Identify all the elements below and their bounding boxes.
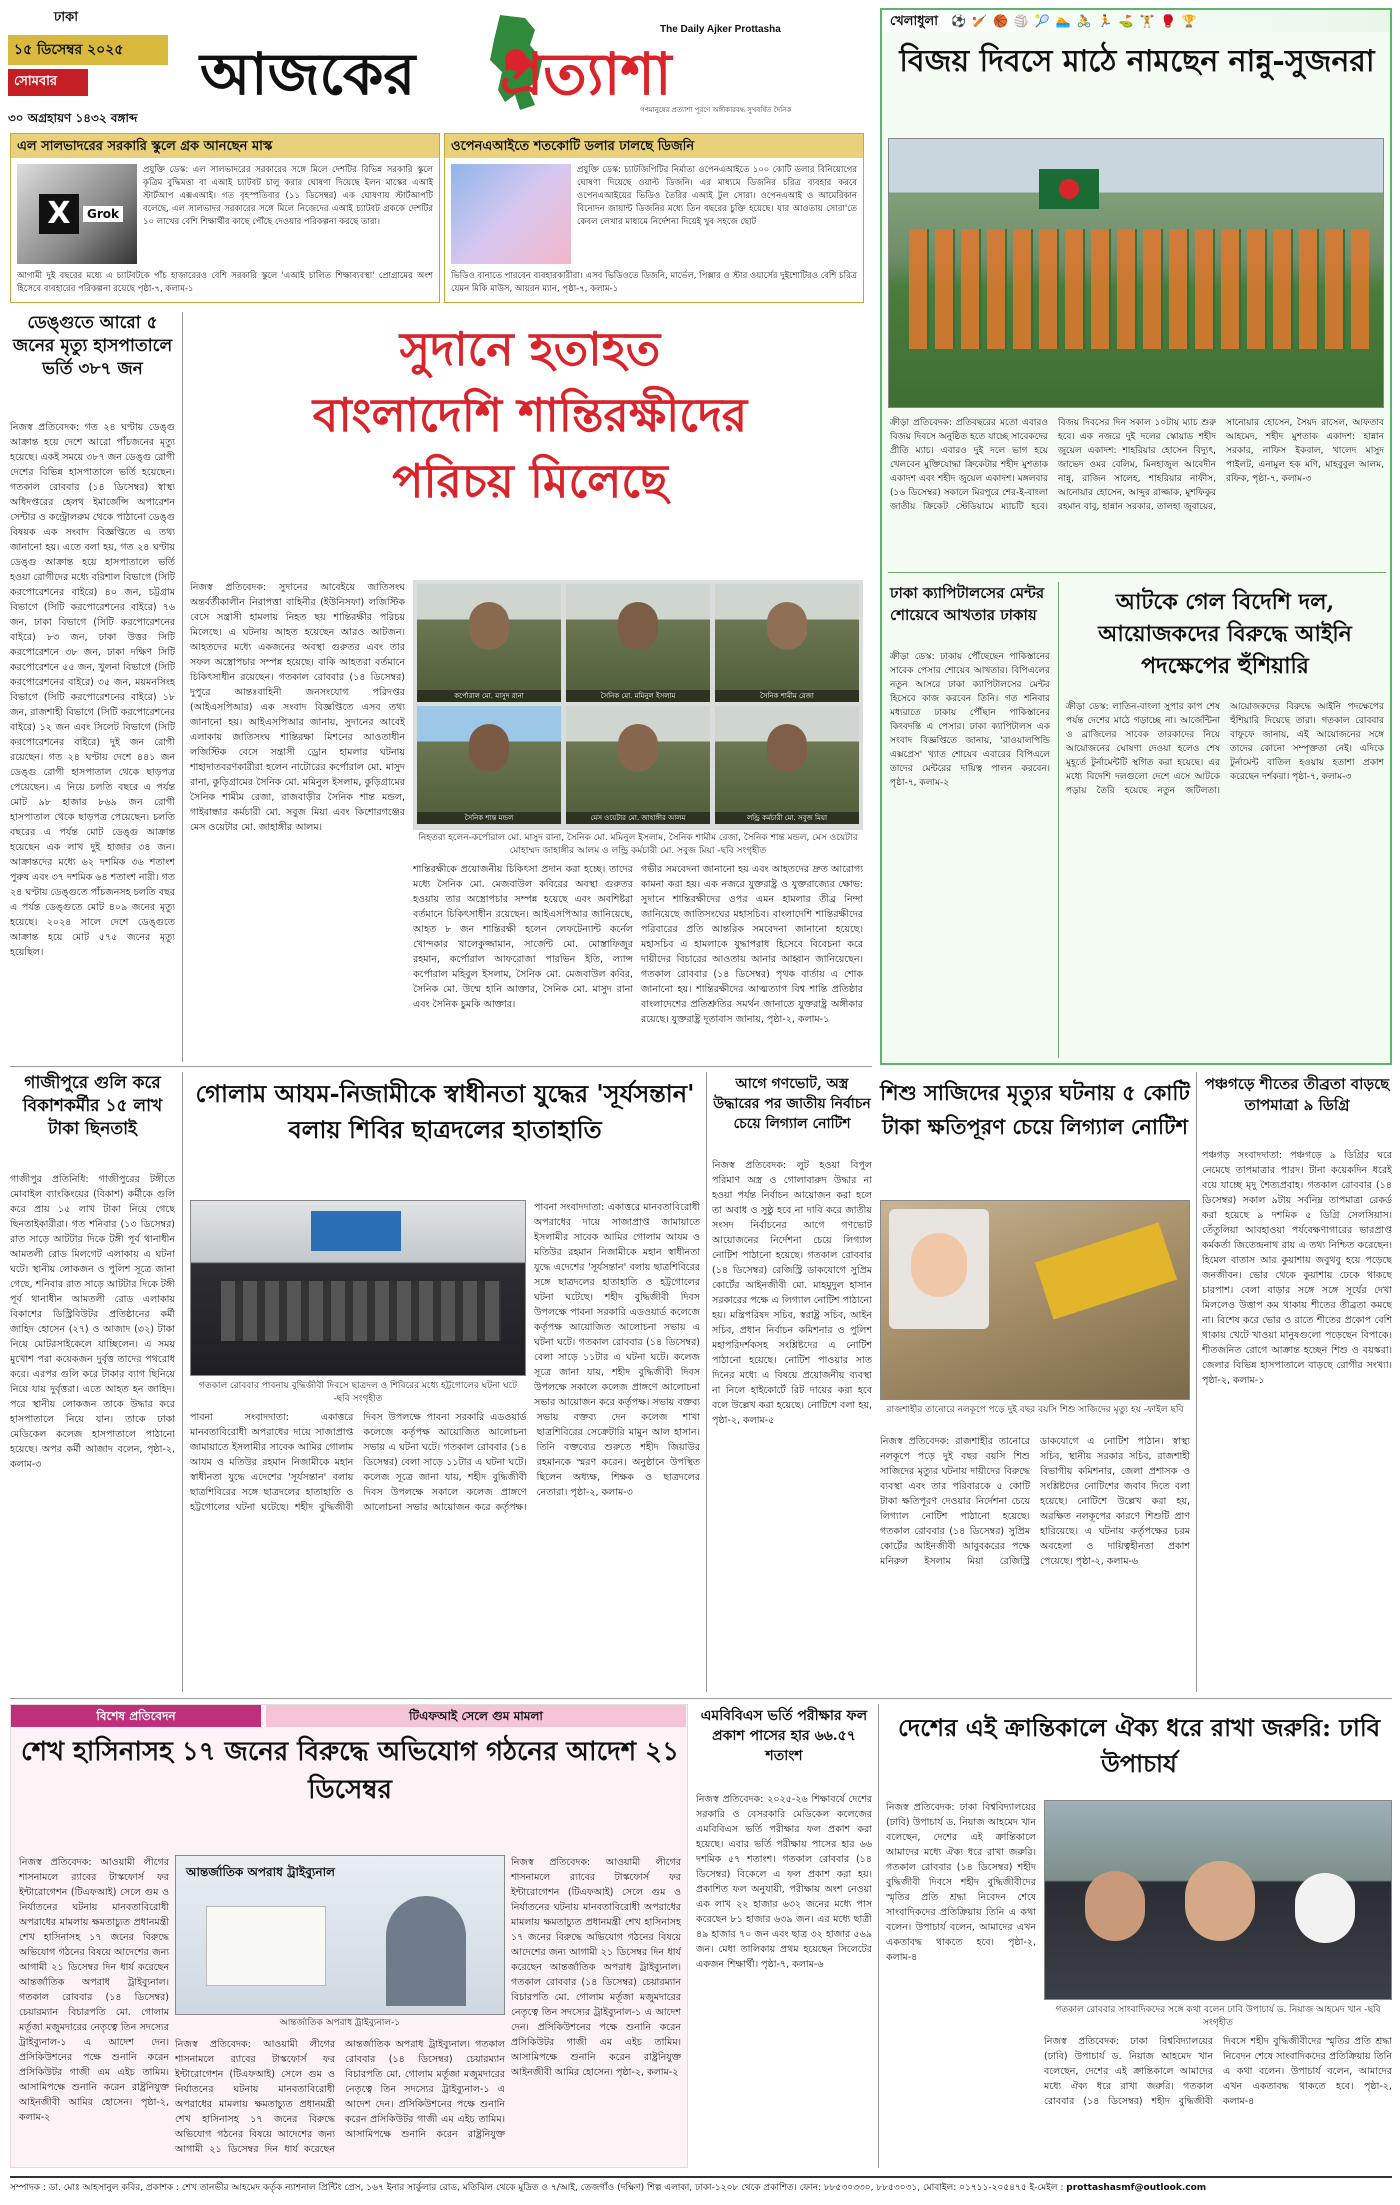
newspaper-logo xyxy=(200,8,870,120)
soldier-photo-4 xyxy=(417,706,561,824)
lead-body-col3: গভীর সমবেদনা জানানো হয় এবং আহতদের দ্রুত আরোগ্য কামনা করা হয়। এক নজরে যুক্তরাষ্ট্র ও যুক্তরাজ্যের ক্ষোভ: সুদানে শান্তিরক্ষীদের ওপর এমন হামলার তীব্র নিন্দা জানিয়েছে জাতিসংঘের মহাসচিব। বাংলাদেশি শান্তিরক্ষীদের পরিবারের প্রতি আন্তরিক সমবেদনা জানানো হয়েছে। মহাসচিব এ হামলাকে যুদ্ধাপরাধ হিসেবে বিবেচনা করে দায়ীদের বিচারের আওতায় আনার আহ্বান জানিয়েছেন। গতকাল রোববার (১৪ ডিসেম্বর) পৃথক বার্তায় এ শোক জানানো হয়। শান্তিরক্ষীদের আত্মত্যাগ বিশ্ব শান্তি প্রতিষ্ঠার বাংলাদেশের প্রতিশ্রুতির সমর্থন জানাতে যুক্তরাষ্ট্র অঙ্গীকার রয়েছে। যুক্তরাষ্ট্র দূতাবাস জানায়, পৃষ্ঠা-২, কলাম-১ xyxy=(641,864,863,1025)
dengue-headline: ডেঙ্গুতে আরো ৫ জনের মৃত্যু হাসপাতালে ভর্তি ৩৮৭ জন xyxy=(12,313,173,379)
sports-section-label: খেলাধুলা xyxy=(890,14,939,29)
bangla-date: ৩০ অগ্রহায়ণ ১৪৩২ বঙ্গাব্দ xyxy=(8,111,138,125)
lead-headline-line1: সুদানে হতাহত xyxy=(399,322,661,376)
cricket-kicker-body: ক্রীড়া ডেস্ক: ঢাকায় পৌঁছেছেন পাকিস্তানের সাবেক পেসার শোয়েব আখতার। বিপিএলের নতুন আসরে ঢাকা ক্যাপিটালসের মেন্টর হিসেবে কাজ করবেন তিনি। গত শনিবার মধ্যরাতে ঢাকায় পৌঁছান পাকিস্তানের কিংবদন্তি এ পেসার। ঢাকা ক্যাপিটালস এক সংবাদ বিজ্ঞপ্তিতে জানায়, 'রাওয়ালপিন্ডি এক্সপ্রেস' খ্যাত শোয়েব এবারের বিপিএলে তাদের মেন্টরের দায়িত্ব পালন করবেন। পৃষ্ঠা-৭, কলাম-২ xyxy=(890,652,1050,788)
hasina-body-col3: নিজস্ব প্রতিবেদক: আওয়ামী লীগের শাসনামলে র‍্যাবের টাস্কফোর্স ফর ইন্টারোগেশন (টিএফআই) সেলে গুম ও নির্যাতনের ঘটনায় মানবতাবিরোধী অপরাধের মামলায় ক্ষমতাচ্যুত প্রধানমন্ত্রী শেখ হাসিনাসহ ১৭ জনের বিরুদ্ধে অভিযোগ গঠনের বিষয়ে আদেশের জন্য আগামী ২১ ডিসেম্বর দিন ধার্য করেছেন আন্তর্জাতিক অপরাধ ট্রাইব্যুনাল। গতকাল রোববার (১৪ ডিসেম্বর) চেয়ারম্যান বিচারপতি মো. গোলাম মর্তূজা মজুমদারের নেতৃত্বে তিন সদস্যের ট্রাইব্যুনাল-১ এ আদেশ দেন। প্রসিকিউশনের পক্ষে শুনানি করেন প্রসিকিউটর গাজী এম এইচ তামিম। আসামিপক্ষে শুনানি করেন রাষ্ট্রনিযুক্ত আইনজীবী আমির হোসেন। পৃষ্ঠা-২, কলাম-২ xyxy=(511,1857,681,2078)
english-name: The Daily Ajker Prottasha xyxy=(660,24,781,35)
gazipur-headline: গাজীপুরে গুলি করে বিকাশকর্মীর ১৫ লাখ টাকা ছিনতাই xyxy=(22,1073,163,1139)
soldier-photo-1 xyxy=(417,584,561,702)
soldier-label-4: সৈনিক শান্ত মন্ডল xyxy=(417,812,561,824)
soldier-photo-3 xyxy=(715,584,859,702)
ganovote-headline: আগে গণভোট, অস্ত্র উদ্ধারের পর জাতীয় নির্বাচন চেয়ে লিগ্যাল নোটিশ xyxy=(713,1076,871,1132)
cricket-kicker-headline: ঢাকা ক্যাপিটালসের মেন্টর শোয়েবে আখতার ঢাকায় xyxy=(890,584,1045,624)
soldier-label-5: মেস ওয়েটার মো. জাহাঙ্গীর আলম xyxy=(566,812,710,824)
top-mid-headline: ওপেনএআইতে শতকোটি ডলার ঢালছে ডিজনি xyxy=(445,134,863,158)
openai-disney-image xyxy=(451,164,571,264)
lead-body-col2: শান্তিরক্ষীকে প্রয়োজনীয় চিকিৎসা প্রদান করা হচ্ছে। তাদের মধ্যে সৈনিক মো. মেজবাউল কবিরের অবস্থা গুরুতর হওয়ায় তার অস্ত্রোপচার সম্পন্ন হয়েছে এবং অবশিষ্টরা বর্তমানে চিকিৎসাধীন রয়েছেন। আইএসপিআর জানিয়েছে, আহত ৮ জন শান্তিরক্ষী হলেন লেফটেন্যান্ট কর্নেল খোন্দকার খালেকুজ্জামান, সার্জেন্ট মো. মোস্তাফিজুর রহমান, কর্পোরাল আফরোজা পারভিন ইতি, ল্যান্স কর্পোরাল মহিবুল ইসলাম, সৈনিক মো. মেজবাউল কবির, সৈনিক মো. উম্মে হানি আক্তার, সৈনিক মো. মাসুদ রানা এবং সৈনিক চুমকি আক্তার। xyxy=(413,864,633,1010)
tfi-case-tag: টিএফআই সেলে গুম মামলা xyxy=(266,1705,686,1727)
logo-part1: আজকের xyxy=(200,40,416,108)
lead-headline-line2: বাংলাদেশি শান্তিরক্ষীদের xyxy=(312,388,748,442)
top-mid-body: প্রযুক্তি ডেস্ক: চ্যাটজিপিটির নির্মাতা ওপেনএআইতে ১০০ কোটি ডলার বিনিয়োগের ঘোষণা দিয়েছে ওয়াল্ট ডিজনি। এর মাধ্যমে ডিজনির চরিত্র ব্যবহার করবে ওপেনএআইয়ের ভিডিও তৈরির এআই টুল সোরা। ওপেনএআই ও আমেরিকান বিনোদন জায়ান্ট ডিজনির মধ্যে তিন বছরের চুক্তি হয়েছে। যার আওতায় সোরা'তে কেবল লেখার মাধ্যমে নির্দেশনা দিয়েই খুব সহজে ছোট xyxy=(577,165,857,227)
logo-part2: প্রত্যাশা xyxy=(500,40,672,108)
soldier-photo-2 xyxy=(566,584,710,702)
child-photo-caption: রাজশাহীর তানোরে নলকূপে পড়ে দুই বছর বয়সি শিশু সাজিদের মৃত্যু হয় -ফাইল ছবি xyxy=(886,1405,1184,1415)
hasina-body-col1: নিজস্ব প্রতিবেদক: আওয়ামী লীগের শাসনামলে র‍্যাবের টাস্কফোর্স ফর ইন্টারোগেশন (টিএফআই) সেলে গুম ও নির্যাতনের ঘটনায় মানবতাবিরোধী অপরাধের মামলায় ক্ষমতাচ্যুত প্রধানমন্ত্রী শেখ হাসিনাসহ ১৭ জনের বিরুদ্ধে অভিযোগ গঠনের বিষয়ে আদেশের জন্য আগামী ২১ ডিসেম্বর দিন ধার্য করেছেন আন্তর্জাতিক অপরাধ ট্রাইব্যুনাল। গতকাল রোববার (১৪ ডিসেম্বর) চেয়ারম্যান বিচারপতি মো. গোলাম মর্তূজা মজুমদারের নেতৃত্বে তিন সদস্যের ট্রাইব্যুনাল-১ এ আদেশ দেন। প্রসিকিউশনের পক্ষে শুনানি করেন প্রসিকিউটর গাজী এম এইচ তামিম। আসামিপক্ষে শুনানি করেন রাষ্ট্রনিযুক্ত আইনজীবী আমির হোসেন। পৃষ্ঠা-২, কলাম-২ xyxy=(19,1857,169,2123)
child-body: নিজস্ব প্রতিবেদক: রাজশাহীর তানোরে নলকূপে পড়ে দুই বছর বয়সি শিশু সাজিদের মৃত্যুর ঘটনায় দায়ীদের বিরুদ্ধে ব্যবস্থা এবং তার পরিবারকে ৫ কোটি টাকা ক্ষতিপূরণ দেওয়ার নির্দেশনা চেয়ে লিগ্যাল নোটিশ পাঠানো হয়েছে। গতকাল রোববার (১৪ ডিসেম্বর) সুপ্রিম কোর্টের আইনজীবী আবুবকরের পক্ষে মনিরুল ইসলাম মিয়া রেজিস্ট্রি ডাকযোগে এ নোটিশ পাঠান। স্বাস্থ্য সচিব, স্থানীয় সরকার সচিব, রাজশাহী বিভাগীয় কমিশনার, জেলা প্রশাসক ও সংশ্লিষ্টদের নোটিশের জবাব দিতে বলা হয়েছে। নোটিশে উল্লেখ করা হয়, অরক্ষিত নলকূপের কারণে শিশুটি প্রাণ হারিয়েছে। এ ঘটনায় কর্তৃপক্ষের চরম অবহেলা ও দায়িত্বহীনতা প্রকাশ পেয়েছে। পৃষ্ঠা-২, কলাম-৬ xyxy=(880,1436,1190,1567)
tribunal-photo xyxy=(175,1855,505,2015)
ganovote-body: নিজস্ব প্রতিবেদক: লুট হওয়া বিপুল পরিমাণ অস্ত্র ও গোলাবারুদ উদ্ধার না হওয়া পর্যন্ত নির্বাচন আয়োজন করা হলে তা অবাধ ও সুষ্ঠু হবে না দাবি করে জাতীয় সংসদ নির্বাচনের আগে গণভোট আয়োজনের নির্দেশনা চেয়ে লিগ্যাল নোটিশ পাঠানো হয়েছে। গতকাল রোববার (১৪ ডিসেম্বর) রেজিস্ট্রি ডাকযোগে সুপ্রিম কোর্টের আইনজীবী মো. মাহমুদুল হাসান সরকারের পক্ষে এ লিগ্যাল নোটিশ পাঠানো হয়। মন্ত্রিপরিষদ সচিব, স্বরাষ্ট্র সচিব, আইন সচিব, প্রধান নির্বাচন কমিশনার ও পুলিশ মহাপরিদর্শকসহ সংশ্লিষ্টদের এ নোটিশ পাঠানো হয়েছে। নোটিশ পাওয়ার সাত দিনের মধ্যে এ বিষয়ে প্রয়োজনীয় ব্যবস্থা না নিলে হাইকোর্টে রিট দায়ের করা হবে বলে উল্লেখ করা হয়েছে। নোটিশে বলা হয়, পৃষ্ঠা-২, কলাম-৫ xyxy=(712,1160,872,1426)
masthead-date-box xyxy=(8,8,200,125)
child-photo xyxy=(880,1200,1190,1400)
soldier-photo-6 xyxy=(715,706,859,824)
soldier-label-2: সৈনিক মো. মমিনুল ইসলাম xyxy=(566,690,710,702)
tribunal-photo-caption: আন্তর্জাতিক অপরাধ ট্রাইব্যুনাল-১ xyxy=(279,2018,401,2028)
sports-section[interactable] xyxy=(880,8,1392,1065)
unity-photo-caption: গতকাল রোববার সাংবাদিকদের সঙ্গে কথা বলেন ঢাবি উপাচার্য ড. নিয়াজ আহমেদ খান -ছবি সংগৃহীত xyxy=(1055,2005,1381,2028)
top-left-headline: এল সালভাদরের সরকারি স্কুলে গ্রক আনছেন মাস্ক xyxy=(11,134,439,158)
city-label: ঢাকা xyxy=(54,10,78,25)
football-headline: আটকে গেল বিদেশি দল, আয়োজকদের বিরুদ্ধে আইনি পদক্ষেপের হুঁশিয়ারি xyxy=(1098,589,1352,679)
sports-headline: বিজয় দিবসে মাঠে নামছেন নান্নু-সুজনরা xyxy=(899,44,1375,79)
imprint-email[interactable]: prottashasmf@outlook.com xyxy=(1066,2183,1207,2193)
lead-body-col1: নিজস্ব প্রতিবেদক: সুদানের আবেইয়ে জাতিসংঘ অন্তর্বর্তীকালীন নিরাপত্তা বাহিনীর (ইউনিসফা) লজিস্টিক বেসে সন্ত্রাসী হামলায় নিহত ছয় শান্তিরক্ষীর পরিচয় মিলেছে। এ ঘটনায় আহত হয়েছেন আরও আটজন। আহতদের মধ্যে একজনের অবস্থা গুরুতর এবং তার সফল অস্ত্রোপচার সম্পন্ন হয়েছে। বাকি আহতরা বর্তমানে চিকিৎসাধীন রয়েছেন। গতকাল রোববার (১৪ ডিসেম্বর) দুপুরে আন্তঃবাহিনী জনসংযোগ পরিদপ্তর (আইএসপিআর) এক সংবাদ বিজ্ঞপ্তিতে এসব তথ্য জানানো হয়। আইএসপিআর জানায়, সুদানের আবেই এলাকায় জাতিসংঘ শান্তিরক্ষা মিশনের আওতাধীন লজিস্টিক বেসে সন্ত্রাসী ড্রোন হামলার ঘটনায় শাহাদাতবরণকারীরা হলেন নাটোরের কর্পোরাল মো. মাসুদ রানা, কুড়িগ্রামের সৈনিক মো. মমিনুল ইসলাম, কুড়িগ্রামের সৈনিক শামীম রেজা, রাজবাড়ীর সৈনিক শান্ত মন্ডল, গাইবান্ধার কর্মচারী মো. সবুজ মিয়া এবং কিশোরগঞ্জের মেস ওয়েটার মো. জাহাঙ্গীর আলম। xyxy=(190,582,405,833)
top-mid-story[interactable] xyxy=(444,133,864,303)
top-mid-body-cont: ভিডিও বানাতে পারবেন ব্যবহারকারীরা। এসব ভিডিওতে ডিজনি, মার্ভেল, পিক্সার ও স্টার ওয়ার্সের দুইশোটিরও বেশি চরিত্র যেমন মিকি মাউস, আয়রন ম্যান, পৃষ্ঠা-৭, কলাম-১ xyxy=(451,271,857,294)
soldier-label-3: সৈনিক শামীম রেজা xyxy=(715,690,859,702)
golam-azam-photo xyxy=(190,1200,526,1376)
unity-body-col2: নিজস্ব প্রতিবেদক: ঢাকা বিশ্ববিদ্যালয়ের (ঢাবি) উপাচার্য ড. নিয়াজ আহমেদ খান বলেছেন, দেশের এই ক্রান্তিকালে আমাদের মধ্যে ঐক্য ধরে রাখা জরুরি। গতকাল রোববার (১৪ ডিসেম্বর) শহীদ বুদ্ধিজীবী দিবসে শহীদ বুদ্ধিজীবীদের স্মৃতির প্রতি শ্রদ্ধা নিবেদন শেষে সাংবাদিকদের প্রতিক্রিয়ায় তিনি এ কথা বলেন। উপাচার্য বলেন, আমাদের এখন একতাবদ্ধ থাকতে হবে। পৃষ্ঠা-২, কলাম-৪ xyxy=(1044,2036,1392,2107)
soldier-label-6: লন্ড্রি কর্মচারী মো. সবুজ মিয়া xyxy=(715,812,859,824)
sports-body: ক্রীড়া প্রতিবেদক: প্রতিবছরের মতো এবারও বিজয় দিবসে অনুষ্ঠিত হতে যাচ্ছে সাবেকদের প্রীতি ম্যাচ। এবারও দুই দলে ভাগ হয়ে খেলবেন মুক্তিযোদ্ধা ক্রিকেটার শহীদ মুশতাক একাদশ এবং শহীদ জুয়েল একাদশ। মঙ্গলবার (১৬ ডিসেম্বর) সকালে মিরপুরে শের-ই-বাংলা জাতীয় ক্রিকেট স্টেডিয়ামে ম্যাচটি হবে। বিজয় দিবসের দিন সকাল ১০টায় ম্যাচ শুরু হবে। এক নজরে দুই দলের স্কোয়াড শহীদ জুয়েল একাদশ: শাহরিয়ার হোসেন বিদ্যুৎ, জাভেদ ওমর বেলিম, মিনহাজুল আবেদীন নান্নু, রাজিন সালেহ, শাহরিয়ার নাফীস, আনোয়ার হোসেন, আব্দুর রাজ্জাক, মুশফিকুর রহমান বাবু, হান্নান সরকার, তালহা জুবায়ের, সানোয়ার হোসেন, সৈয়দ রাসেল, আফতাব আহমেদ, শহীদ মুশতাক একাদশ: হান্নান সরকার, নাফিস ইকবাল, খালেদ মাসুদ পাইলট, এনামুল হক মণি, মাহবুবুল আলম, রফিক, পৃষ্ঠা-৭, কলাম-৩ xyxy=(890,418,1384,512)
unity-body-col1: নিজস্ব প্রতিবেদক: ঢাকা বিশ্ববিদ্যালয়ের (ঢাবি) উপাচার্য ড. নিয়াজ আহমেদ খান বলেছেন, দেশের এই ক্রান্তিকালে আমাদের মধ্যে ঐক্য ধরে রাখা জরুরি। গতকাল রোববার (১৪ ডিসেম্বর) শহীদ বুদ্ধিজীবী দিবসে শহীদ বুদ্ধিজীবীদের স্মৃতির প্রতি শ্রদ্ধা নিবেদন শেষে সাংবাদিকদের প্রতিক্রিয়ায় তিনি এ কথা বলেন। উপাচার্য বলেন, আমাদের এখন একতাবদ্ধ থাকতে হবে। পৃষ্ঠা-২, কলাম-৪ xyxy=(886,1802,1036,1963)
date-badge: ১৫ ডিসেম্বর ২০২৫ xyxy=(8,35,168,65)
golam-azam-body: পাবনা সংবাদদাতা: একাত্তরে মানবতাবিরোধী অপরাধের দায়ে সাজাপ্রাপ্ত জামায়াতে ইসলামীর সাবেক আমির গোলাম আযম ও মতিউর রহমান নিজামীকে মহান স্বাধীনতা যুদ্ধে এদেশের 'সূর্যসন্তান' বলায় ছাত্রশিবিরের সঙ্গে ছাত্রদলের হাতাহাতি ও হট্টগোলের ঘটনা ঘটেছে। শহীদ বুদ্ধিজীবী দিবস উপলক্ষে পাবনা সরকারি এডওয়ার্ড কলেজে কর্তৃপক্ষ আয়োজিত আলোচনা সভায় এ ঘটনা ঘটে। গতকাল রোববার (১৪ ডিসেম্বর) বেলা সাড়ে ১১টার এ ঘটনা ঘটে। কলেজ সূত্রে জানা যায়, শহীদ বুদ্ধিজীবী দিবস উপলক্ষে সকালে কলেজ প্রাঙ্গণে আলোচনা সভার আয়োজন করে কর্তৃপক্ষ। সভায় বক্তব্য দেন কলেজ শাখা ছাত্রশিবিরের সেক্রেটারি মামুন আল হাসান। তিনি বক্তব্যের শুরুতে শহীদ জিয়াউর রহমানকে স্মরণ করেন। অনুষ্ঠানে উপস্থিত ছিলেন অধ্যক্ষ, শিক্ষক ও ছাত্রদলের নেতারা। পৃষ্ঠা-২, কলাম-৩ xyxy=(190,1412,700,1513)
top-left-story[interactable] xyxy=(10,133,440,303)
cold-headline: পঞ্চগড়ে শীতের তীব্রতা বাড়ছে তাপমাত্রা ৯ ডিগ্রি xyxy=(1204,1075,1390,1114)
imprint-footer xyxy=(10,2176,1392,2198)
grok-logo-image: X Grok xyxy=(17,164,137,264)
soldier-photo-5 xyxy=(566,706,710,824)
golam-azam-headline: গোলাম আযম-নিজামীকে স্বাধীনতা যুদ্ধের 'সূর্যসন্তান' বলায় শিবির ছাত্রদলের হাতাহাতি xyxy=(195,1079,695,1144)
soldier-label-1: কর্পোরাল মো. মাসুদ রানা xyxy=(417,690,561,702)
special-report-tag: বিশেষ প্রতিবেদন xyxy=(11,1705,261,1727)
imprint-text: সম্পাদক : ডা. মোঃ আহসানুল কবির, প্রকাশক : শেখ তানভীর আহমেদ কর্তৃক ন্যাশনাল প্রিন্টিং প্রেস, ১৬৭ ইনার সার্কুলার রোড, মতিঝিল থেকে মুদ্রিত ও ৭/আই, তেজগাঁও (দক্ষিণ) শিল্প এলাকা, ঢাকা-১২০৮ থেকে প্রকাশিত। ফোন: ৮৮৫৩০৩৩০, ৮৮৫৩০৩১, মোবাইল: ০১৭১১-২০৫৪৭৫ ই-মেইল : xyxy=(10,2183,1064,2193)
mbbs-headline: এমবিবিএস ভর্তি পরীক্ষার ফল প্রকাশ পাসের হার ৬৬.৫৭ শতাংশ xyxy=(700,1708,868,1764)
top-left-body-cont: আগামী দুই বছরের মধ্যে এ চ্যাটবটকে পাঁচ হাজারেরও বেশি সরকারি স্কুলে 'এআই চালিত শিক্ষাব্যবস্থা' প্রোগ্রামের অংশ হিসেবে ব্যবহারের পরিকল্পনা রয়েছে পৃষ্ঠা-৭, কলাম-১ xyxy=(17,271,433,294)
top-left-body: প্রযুক্তি ডেস্ক: এল সালভাদরের সরকারের সঙ্গে মিলে দেশটির বিভিন্ন সরকারি স্কুলে কৃত্রিম বুদ্ধিমত্তা বা এআই চ্যাটবট চালু করার ঘোষণা দিয়েছে ইলন মাস্কের এআই স্টার্টআপ এক্সএআই। গত বৃহস্পতিবার (১১ ডিসেম্বর) এক ঘোষণায় স্টার্টআপটি বলেছে, এল সালভাদর সরকারের সঙ্গে মিলে নিজেদের এআই চ্যাটবট গ্রককে দেশটির ১০ লাখের বেশি শিক্ষার্থীর কাছে পৌঁছে দেওয়ার পরিকল্পনা করছে তারা। xyxy=(143,165,433,227)
gazipur-body: গাজীপুর প্রতিনিধি: গাজীপুরের টঙ্গীতে মোবাইল ব্যাংকিংয়ের (বিকাশ) কর্মীকে গুলি করে প্রায় ১৫ লাখ টাকা নিয়ে গেছে ছিনতাইকারীরা। গত শনিবার (১৩ ডিসেম্বর) রাত সাড়ে আটটার দিকে টঙ্গী পূর্ব থানাধীন আমতলী রোড মিলগেট এলাকায় এ ঘটনা ঘটে। স্থানীয় লোকজন ও পুলিশ সূত্রে জানা গেছে, শনিবার রাত সাড়ে আটটার দিকে টঙ্গী পূর্ব থানাধীন আমতলী রোড এলাকায় বিকাশের ডিস্ট্রিবিউটর প্রতিষ্ঠানের কর্মী জাহিদ হোসেন (২৭) ও আজাদ (৩২) টাকা নিয়ে মোটরসাইকেলে যাচ্ছিলেন। এ সময় মুখোশ পরা কয়েকজন দুর্বৃত্ত তাদের পথরোধ করে। এরপর গুলি করে টাকার ব্যাগ ছিনিয়ে নিয়ে যায় দুর্বৃত্তরা। এতে আহত হন জাহিদ। পরে স্থানীয় লোকজন তাকে উদ্ধার করে হাসপাতালে নিয়ে যান। তাকে ঢাকা মেডিকেল কলেজ হাসপাতালে পাঠানো হয়েছে। অপর কর্মী আজাদ বলেন, পৃষ্ঠা-২, কলাম-৩ xyxy=(10,1174,175,1470)
mbbs-body: নিজস্ব প্রতিবেদক: ২০২৫-২৬ শিক্ষাবর্ষে দেশের সরকারি ও বেসরকারি মেডিকেল কলেজের এমবিবিএস ভর্তি পরীক্ষার ফল প্রকাশ করা হয়েছে। এবার ভর্তি পরীক্ষায় পাসের হার ৬৬ দশমিক ৫৭ শতাংশ। গতকাল রোববার (১৪ ডিসেম্বর) বিকেলে এ ফল প্রকাশ করা হয়। প্রকাশিত ফল অনুযায়ী, পরীক্ষায় অংশ নেওয়া এক লাখ ২২ হাজার ৬৩২ জনের মধ্যে পাস করেছেন ৮১ হাজার ৬৩৯ জন। এর মধ্যে ছাত্রী ৪৯ হাজার ৭০ জন এবং ছাত্র ৩২ হাজার ৫৬৯ জন। মেধা তালিকায় প্রথম হয়েছেন সিলেটের একজন শিক্ষার্থী। পৃষ্ঠা-৭, কলাম-৬ xyxy=(696,1794,872,1970)
sports-section-label-bar xyxy=(882,10,1390,32)
cold-body: পঞ্চগড় সংবাদদাতা: পঞ্চগড়ে ৯ ডিগ্রির ঘরে নেমেছে তাপমাত্রার পারদ। টানা কয়েকদিন ধরেই বয়ে যাচ্ছে মৃদু শৈত্যপ্রবাহ। গতকাল রোববার (১৪ ডিসেম্বর) সকাল ৯টায় সর্বনিম্ন তাপমাত্রা রেকর্ড করা হয়েছে ৯ দশমিক ৫ ডিগ্রি সেলসিয়াস। তেঁতুলিয়া আবহাওয়া পর্যবেক্ষণাগারের ভারপ্রাপ্ত কর্মকর্তা জিতেন্দ্রনাথ রায় এ তথ্য নিশ্চিত করেছেন। হিমেল বাতাস আর কুয়াশায় জবুথবু হয়ে পড়েছে জনজীবন। ভোর থেকে কুয়াশায় ঢেকে থাকছে চারপাশ। বেলা বাড়ার সঙ্গে সঙ্গে সূর্যের দেখা মিললেও উত্তাপ কম থাকায় শীতের তীব্রতা কমছে না। বিশেষ করে ভোর ও রাতে শীতের প্রকোপ বেশি থাকায় খেটে খাওয়া মানুষগুলো পড়েছেন বিপাকে। শীতজনিত রোগে আক্রান্ত হচ্ছেন শিশু ও বয়স্করা। জেলার বিভিন্ন হাসপাতালে বাড়ছে রোগীর সংখ্যা। পৃষ্ঠা-২, কলাম-১ xyxy=(1202,1150,1392,1386)
unity-photo xyxy=(1044,1800,1392,2000)
child-headline: শিশু সাজিদের মৃত্যুর ঘটনায় ৫ কোটি টাকা ক্ষতিপূরণ চেয়ে লিগ্যাল নোটিশ xyxy=(880,1080,1190,1139)
football-body: ক্রীড়া ডেস্ক: লাতিন-বাংলা সুপার কাপ শেষ পর্যন্ত দেশের মাঠে গড়াচ্ছে না। আর্জেন্টিনা ও ব্রাজিলের সাবেক তারকাদের নিয়ে আয়োজনের ঘোষণা দেওয়া হলেও শেষ মুহূর্তে টুর্নামেন্টটি স্থগিত করা হয়েছে। এর মধ্যে বিদেশি দলগুলো দেশে এসে আটকে পড়ায় তৈরি হয়েছে নতুন জটিলতা। আয়োজকদের বিরুদ্ধে আইনি পদক্ষেপের হুঁশিয়ারি দিয়েছে তারা। গতকাল রোববার বাফুফে জানায়, এই আয়োজনের সঙ্গে তাদের কোনো সম্পৃক্ততা নেই। এদিকে টুর্নামেন্ট বাতিল হওয়ায় হতাশা প্রকাশ করেছেন দর্শকরা। পৃষ্ঠা-৭, কলাম-৩ xyxy=(1066,702,1384,796)
sports-icons: ⚽🏏🏀🏐🎾🏊🚴🏃⛳🏋🥊🏆 xyxy=(951,14,1203,28)
golam-azam-side-body: পাবনা সংবাদদাতা: একাত্তরে মানবতাবিরোধী অপরাধের দায়ে সাজাপ্রাপ্ত জামায়াতে ইসলামীর সাবেক আমির গোলাম আযম ও মতিউর রহমান নিজামীকে মহান স্বাধীনতা যুদ্ধে এদেশের 'সূর্যসন্তান' বলায় ছাত্রশিবিরের সঙ্গে ছাত্রদলের হাতাহাতি ও হট্টগোলের ঘটনা ঘটেছে। শহীদ বুদ্ধিজীবী দিবস উপলক্ষে পাবনা সরকারি এডওয়ার্ড কলেজে কর্তৃপক্ষ আয়োজিত আলোচনা সভায় এ ঘটনা ঘটে। গতকাল রোববার (১৪ ডিসেম্বর) বেলা সাড়ে ১১টার এ ঘটনা ঘটে। কলেজ সূত্রে জানা যায়, শহীদ বুদ্ধিজীবী দিবস উপলক্ষে সকালে কলেজ প্রাঙ্গণে আলোচনা সভার আয়োজন করে কর্তৃপক্ষ। সভায় বক্তব্য xyxy=(534,1202,700,1408)
unity-headline: দেশের এই ক্রান্তিকালে ঐক্য ধরে রাখা জরুরি: ঢাবি উপাচার্য xyxy=(897,1713,1381,1778)
hasina-story[interactable] xyxy=(10,1704,688,2168)
lead-headline-line3: পরিচয় মিলেছে xyxy=(392,454,668,508)
sports-team-photo xyxy=(888,138,1384,408)
hasina-headline: শেখ হাসিনাসহ ১৭ জনের বিরুদ্ধে অভিযোগ গঠনের আদেশ ২১ ডিসেম্বর xyxy=(21,1737,679,1805)
day-badge: সোমবার xyxy=(8,69,88,96)
slogan: গণমানুষের প্রত্যাশা পূরণে অঙ্গীকারবদ্ধ সুখবর্ষিত দৈনিক xyxy=(640,106,792,114)
golam-azam-photo-caption: গতকাল রোববার পাবনায় বুদ্ধিজীবী দিবসে ছাত্রদল ও শিবিরের মধ্যে হট্টগোলের ঘটনা ঘটে -ছবি সংগৃহীত xyxy=(198,1381,518,1404)
hasina-body-col2: নিজস্ব প্রতিবেদক: আওয়ামী লীগের শাসনামলে র‍্যাবের টাস্কফোর্স ফর ইন্টারোগেশন (টিএফআই) সেলে গুম ও নির্যাতনের ঘটনায় মানবতাবিরোধী অপরাধের মামলায় ক্ষমতাচ্যুত প্রধানমন্ত্রী শেখ হাসিনাসহ ১৭ জনের বিরুদ্ধে অভিযোগ গঠনের বিষয়ে আদেশের জন্য আগামী ২১ ডিসেম্বর দিন ধার্য করেছেন আন্তর্জাতিক অপরাধ ট্রাইব্যুনাল। গতকাল রোববার (১৪ ডিসেম্বর) চেয়ারম্যান বিচারপতি মো. গোলাম মর্তূজা মজুমদারের নেতৃত্বে তিন সদস্যের ট্রাইব্যুনাল-১ এ আদেশ দেন। প্রসিকিউশনের পক্ষে শুনানি করেন প্রসিকিউটর গাজী এম এইচ তামিম। আসামিপক্ষে শুনানি করেন রাষ্ট্রনিযুক্ত xyxy=(175,2039,505,2155)
lead-photo-caption: নিহতরা হলেন-কর্পোরাল মো. মাসুদ রানা, সৈনিক মো. মমিনুল ইসলাম, সৈনিক শামীম রেজা, সৈনিক শান্ত মন্ডল, মেস ওয়েটার মোহাম্মদ জাহাঙ্গীর আলম ও লন্ড্রি কর্মচারী মো. সবুজ মিয়া -ছবি সংগৃহীত xyxy=(418,833,858,856)
tribunal-photo-label: আন্তর্জাতিক অপরাধ ট্রাইব্যুনাল xyxy=(186,1865,336,1879)
grok-logo-text: Grok xyxy=(83,206,123,222)
soldier-photos-grid xyxy=(413,580,863,830)
dengue-body: নিজস্ব প্রতিবেদক: গত ২৪ ঘণ্টায় ডেঙ্গু আক্রান্ত হয়ে দেশে আরো পাঁচজনের মৃত্যু হয়েছে। একই সময়ে ৩৮৭ জন ডেঙ্গু রোগী দেশের বিভিন্ন হাসপাতালে ভর্তি হয়েছেন। গতকাল রোববার (১৪ ডিসেম্বর) স্বাস্থ্য অধিদপ্তরের হেলথ ইমার্জেন্সি অপারেশন সেন্টার ও কন্ট্রোলরুম থেকে পাঠানো ডেঙ্গু বিষয়ক এক সংবাদ বিজ্ঞপ্তিতে এ তথ্য জানানো হয়। এতে বলা হয়, গত ২৪ ঘণ্টায় ডেঙ্গু আক্রান্ত হয়ে হাসপাতালে ভর্তি হওয়া রোগীদের মধ্যে বরিশাল বিভাগে (সিটি করপোরেশনের বাইরে) ৪০ জন, চট্টগ্রাম বিভাগে (সিটি করপোরেশনের বাইরে) ৭৬ জন, ঢাকা বিভাগে (সিটি করপোরেশনের বাইরে) ৮৩ জন, ঢাকা উত্তর সিটি করপোরেশনে ৩৮ জন, ঢাকা দক্ষিণ সিটি করপোরেশনে ৫৫ জন, খুলনা বিভাগে (সিটি করপোরেশনের বাইরে) ৩৫ জন, ময়মনসিংহ বিভাগে (সিটি করপোরেশনের বাইরে) ১৮ জন, রাজশাহী বিভাগে (সিটি করপোরেশনের বাইরে) ১২ জন এবং সিলেট বিভাগে (সিটি করপোরেশনের বাইরে) দুই জন রোগী রয়েছেন। গত ২৪ ঘণ্টায় দেশে ৪৪১ জন ডেঙ্গু রোগী হাসপাতাল থেকে ছাড়পত্র পেয়েছেন। এ নিয়ে চলতি বছরে এ পর্যন্ত মোট ৯৮ হাজার ৮৬৯ জন রোগী হাসপাতাল থেকে ছাড়পত্র পেয়েছেন। চলতি বছরের এ পর্যন্ত মোট ডেঙ্গু আক্রান্ত হয়েছেন এক লাখ দুই হাজার ৩৪ জন। আক্রান্তদের মধ্যে ৬২ দশমিক ৩৬ শতাংশ পুরুষ এবং ৩৭ দশমিক ৬৪ শতাংশ নারী। গত ২৪ ঘণ্টায় ডেঙ্গুতে পাঁচজনসহ চলতি বছর এ পর্যন্ত ডেঙ্গুতে মোট ৪০৯ জনের মৃত্যু হয়েছে। ২০২৪ সালে দেশে ডেঙ্গুতে আক্রান্ত হয়ে মোট ৫৭৫ জনের মৃত্যু হয়েছিল। xyxy=(10,422,175,958)
